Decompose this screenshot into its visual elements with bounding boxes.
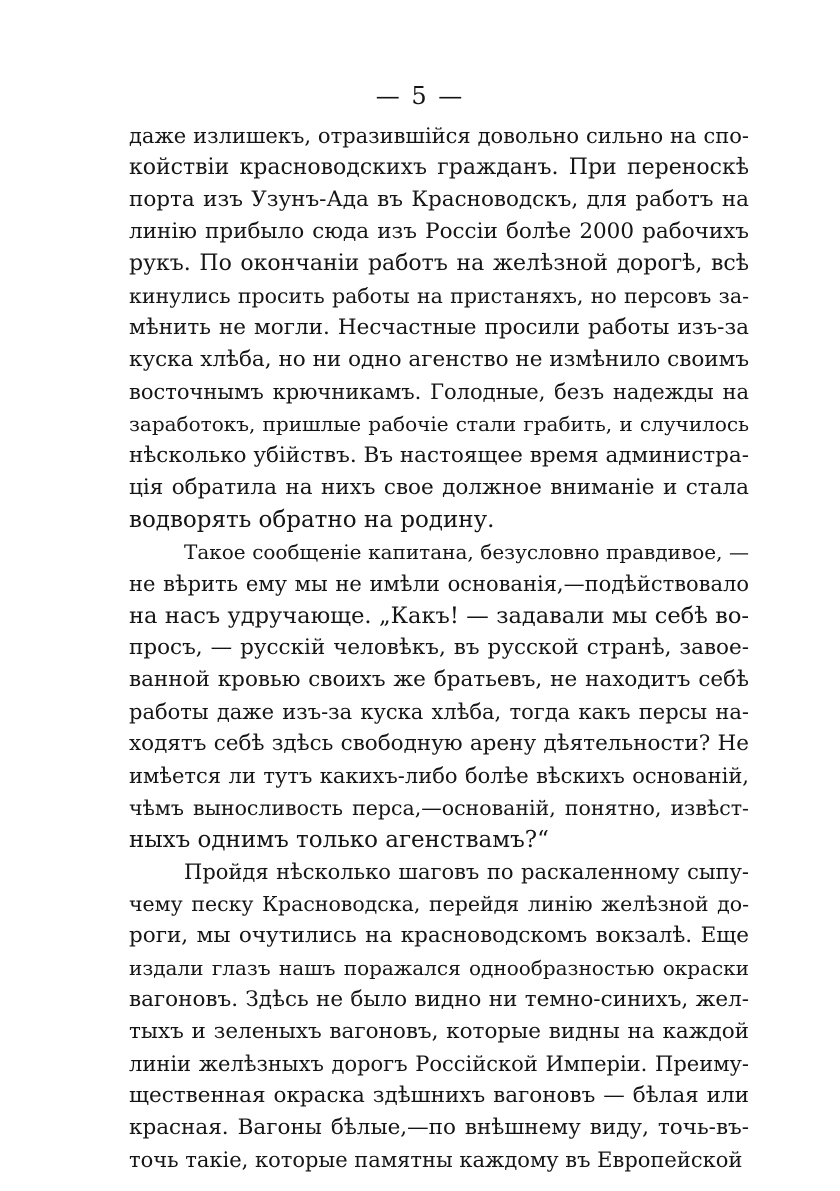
text-line: мѣнить не могли. Несчастные просили работы изъ-за bbox=[129, 315, 749, 340]
text-line: вагоновъ. Здѣсь не было видно ни темно-синихъ, жел- bbox=[129, 987, 749, 1012]
text-line: щественная окраска здѣшнихъ вагоновъ — бѣлая или bbox=[129, 1083, 749, 1108]
text-line: даже излишекъ, отразившійся довольно сильно на спо- bbox=[129, 124, 749, 148]
text-line: имѣется ли тутъ какихъ-либо болѣе вѣскихъ основаній, bbox=[129, 764, 749, 788]
text-line: порта изъ Узунъ-Ада въ Красноводскъ, для работъ на bbox=[129, 187, 749, 212]
text-line: точь такіе, которые памятны каждому въ Европейской bbox=[129, 1148, 743, 1172]
text-line: заработокъ, пришлые рабочіе стали грабить, и случилось bbox=[129, 412, 749, 436]
text-line: Такое сообщеніе капитана, безусловно правдивое, — bbox=[184, 540, 749, 564]
text-line: ходятъ себѣ здѣсь свободную арену дѣятельности? Не bbox=[129, 731, 749, 756]
text-line: издали глазъ нашъ поражался однообразностью окраски bbox=[129, 956, 749, 980]
text-line: нѣсколько убійствъ. Въ настоящее время администра- bbox=[129, 443, 749, 468]
text-line: ванной кровью своихъ же братьевъ, не находитъ себѣ bbox=[129, 667, 749, 692]
text-line: работы даже изъ-за куска хлѣба, тогда какъ персы на- bbox=[129, 700, 749, 724]
text-line: красная. Вагоны бѣлые,—по внѣшнему виду, точь-въ- bbox=[129, 1115, 749, 1140]
text-line: ція обратила на нихъ свое должное вниманіе и стала bbox=[129, 475, 749, 500]
text-line: рукъ. По окончаніи работъ на желѣзной дорогѣ, всѣ bbox=[129, 251, 749, 276]
text-line: линію прибыло сюда изъ Россіи болѣе 2000 рабочихъ bbox=[129, 219, 749, 244]
text-line: кинулись просить работы на пристаняхъ, но персовъ за- bbox=[129, 284, 749, 308]
text-line: чѣмъ выносливость перса,—основаній, понятно, извѣст- bbox=[129, 796, 749, 820]
text-line: просъ, — русскій человѣкъ, въ русской странѣ, завое- bbox=[129, 635, 749, 660]
text-line: чему песку Красноводска, перейдя линію желѣзной до- bbox=[129, 892, 749, 916]
text-line: восточнымъ крючникамъ. Голодные, безъ надежды на bbox=[129, 380, 749, 404]
text-line: Пройдя нѣсколько шаговъ по раскаленному сыпу- bbox=[184, 860, 749, 884]
text-line: тыхъ и зеленыхъ вагоновъ, которые видны на каждой bbox=[129, 1019, 749, 1044]
text-line: роги, мы очутились на красноводскомъ вокзалѣ. Еще bbox=[129, 923, 749, 948]
page-number: — 5 — bbox=[375, 82, 465, 110]
text-line: не вѣрить ему мы не имѣли основанія,—подѣйствовало bbox=[129, 572, 749, 596]
text-line: на насъ удручающе. „Какъ! — задавали мы себѣ во- bbox=[129, 603, 749, 629]
text-line: койствіи красноводскихъ гражданъ. При переноскѣ bbox=[129, 155, 749, 180]
text-line: линіи желѣзныхъ дорогъ Россійской Имперіи. Преиму- bbox=[129, 1052, 749, 1076]
body-text bbox=[129, 120, 749, 1176]
text-line: куска хлѣба, но ни одно агенство не измѣнило своимъ bbox=[129, 347, 749, 372]
text-line: водворять обратно на родину. bbox=[129, 507, 495, 533]
text-line: ныхъ однимъ только агенствамъ?“ bbox=[129, 827, 549, 853]
